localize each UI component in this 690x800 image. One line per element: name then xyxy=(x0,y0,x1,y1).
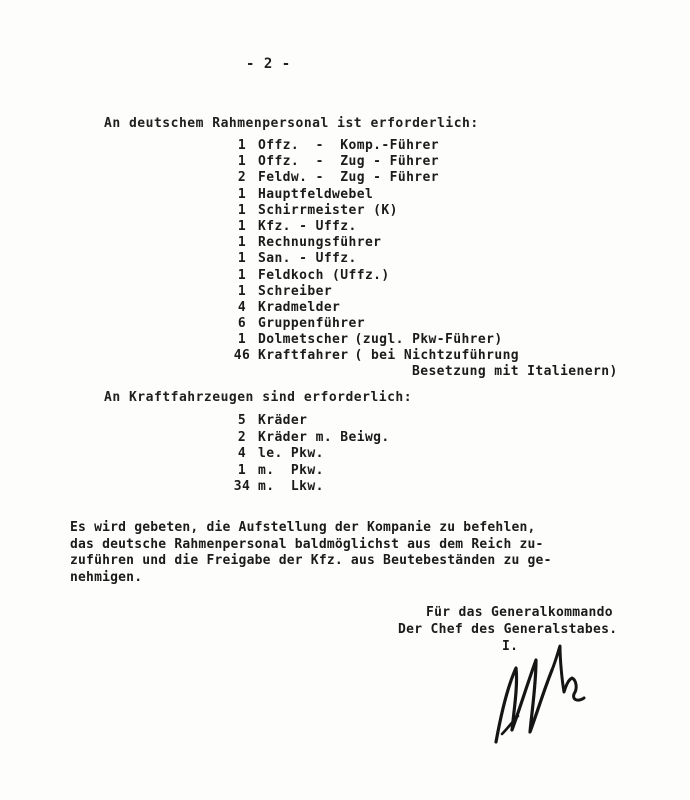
vehicle-qty: 4 xyxy=(237,446,247,462)
personnel-qty: 1 xyxy=(237,138,247,153)
personnel-note: (zugl. Pkw-Führer) xyxy=(354,332,503,348)
vehicle-qty: 1 xyxy=(237,462,247,478)
personnel-role: Kfz. - Uffz. xyxy=(258,218,357,234)
vehicle-list xyxy=(226,413,390,496)
vehicle-row xyxy=(226,430,390,447)
personnel-row xyxy=(226,170,519,186)
personnel-role: Feldkoch (Uffz.) xyxy=(258,267,390,283)
personnel-role: Gruppenführer xyxy=(258,316,365,332)
personnel-note: ( bei Nichtzuführung xyxy=(354,348,520,364)
personnel-qty: 46 xyxy=(233,348,251,364)
personnel-qty: 1 xyxy=(237,202,247,218)
personnel-role: Schirrmeister (K) xyxy=(258,202,398,218)
vehicle-row xyxy=(226,413,390,430)
signature-line-command: Für das Generalkommando xyxy=(426,605,613,620)
paragraph-line: das deutsche Rahmenpersonal baldmöglichst aus dem Reich zu- xyxy=(70,536,544,552)
personnel-role: Offz. - Zug - Führer xyxy=(258,154,439,170)
personnel-row xyxy=(226,138,519,154)
vehicle-qty: 34 xyxy=(233,479,251,495)
personnel-qty: 4 xyxy=(237,299,247,315)
handwritten-signature xyxy=(482,630,592,745)
signature-line-initial: I. xyxy=(502,639,519,654)
vehicle-type: Kräder m. Beiwg. xyxy=(258,429,390,445)
page-number: - 2 - xyxy=(246,56,291,72)
personnel-role: Rechnungsführer xyxy=(258,235,382,251)
personnel-role: Feldw. - Zug - Führer xyxy=(258,170,439,186)
vehicles-heading: An Kraftfahrzeugen sind erforderlich: xyxy=(104,390,413,405)
vehicle-row xyxy=(226,479,390,496)
personnel-qty: 6 xyxy=(237,316,247,332)
personnel-qty: 1 xyxy=(237,154,247,170)
personnel-row xyxy=(226,203,519,219)
personnel-row xyxy=(226,187,519,203)
vehicle-qty: 2 xyxy=(237,429,247,445)
personnel-row xyxy=(226,251,519,267)
paragraph-line: zuführen und die Freigabe der Kfz. aus Beutebeständen zu ge- xyxy=(70,553,552,568)
vehicle-row xyxy=(226,446,390,463)
personnel-role: Offz. - Komp.-Führer xyxy=(258,138,439,153)
signature-line-chief: Der Chef des Generalstabes. xyxy=(398,622,618,637)
personnel-qty: 1 xyxy=(237,235,247,251)
vehicle-type: m. Lkw. xyxy=(258,479,324,495)
request-paragraph xyxy=(70,520,670,586)
vehicle-type: Kräder xyxy=(258,413,308,428)
personnel-qty: 1 xyxy=(237,283,247,299)
paragraph-line: Es wird gebeten, die Aufstellung der Kompanie zu befehlen, xyxy=(70,520,536,535)
personnel-role: Schreiber xyxy=(258,283,333,299)
personnel-role: Hauptfeldwebel xyxy=(258,186,374,202)
vehicle-qty: 5 xyxy=(237,413,247,428)
personnel-heading: An deutschem Rahmenpersonal ist erforderlich: xyxy=(104,116,479,131)
personnel-row xyxy=(226,219,519,235)
vehicle-row xyxy=(226,463,390,480)
personnel-row xyxy=(226,235,519,251)
personnel-row xyxy=(226,316,519,332)
personnel-note-continuation: Besetzung mit Italienern) xyxy=(412,364,618,379)
personnel-row xyxy=(226,332,519,348)
personnel-qty: 2 xyxy=(237,170,247,186)
personnel-qty: 1 xyxy=(237,218,247,234)
personnel-list xyxy=(226,138,519,365)
vehicle-type: m. Pkw. xyxy=(258,462,324,478)
personnel-row xyxy=(226,284,519,300)
personnel-role: Dolmetscher xyxy=(258,332,349,348)
personnel-qty: 1 xyxy=(237,267,247,283)
personnel-role: Kraftfahrer xyxy=(258,348,349,364)
personnel-row xyxy=(226,154,519,170)
personnel-qty: 1 xyxy=(237,332,247,348)
personnel-qty: 1 xyxy=(237,251,247,267)
personnel-row xyxy=(226,268,519,284)
personnel-row xyxy=(226,300,519,316)
vehicle-type: le. Pkw. xyxy=(258,446,324,462)
personnel-role: Kradmelder xyxy=(258,299,341,315)
paragraph-line: nehmigen. xyxy=(70,569,143,585)
personnel-role: San. - Uffz. xyxy=(258,251,357,267)
personnel-qty: 1 xyxy=(237,186,247,202)
personnel-row xyxy=(226,348,519,364)
